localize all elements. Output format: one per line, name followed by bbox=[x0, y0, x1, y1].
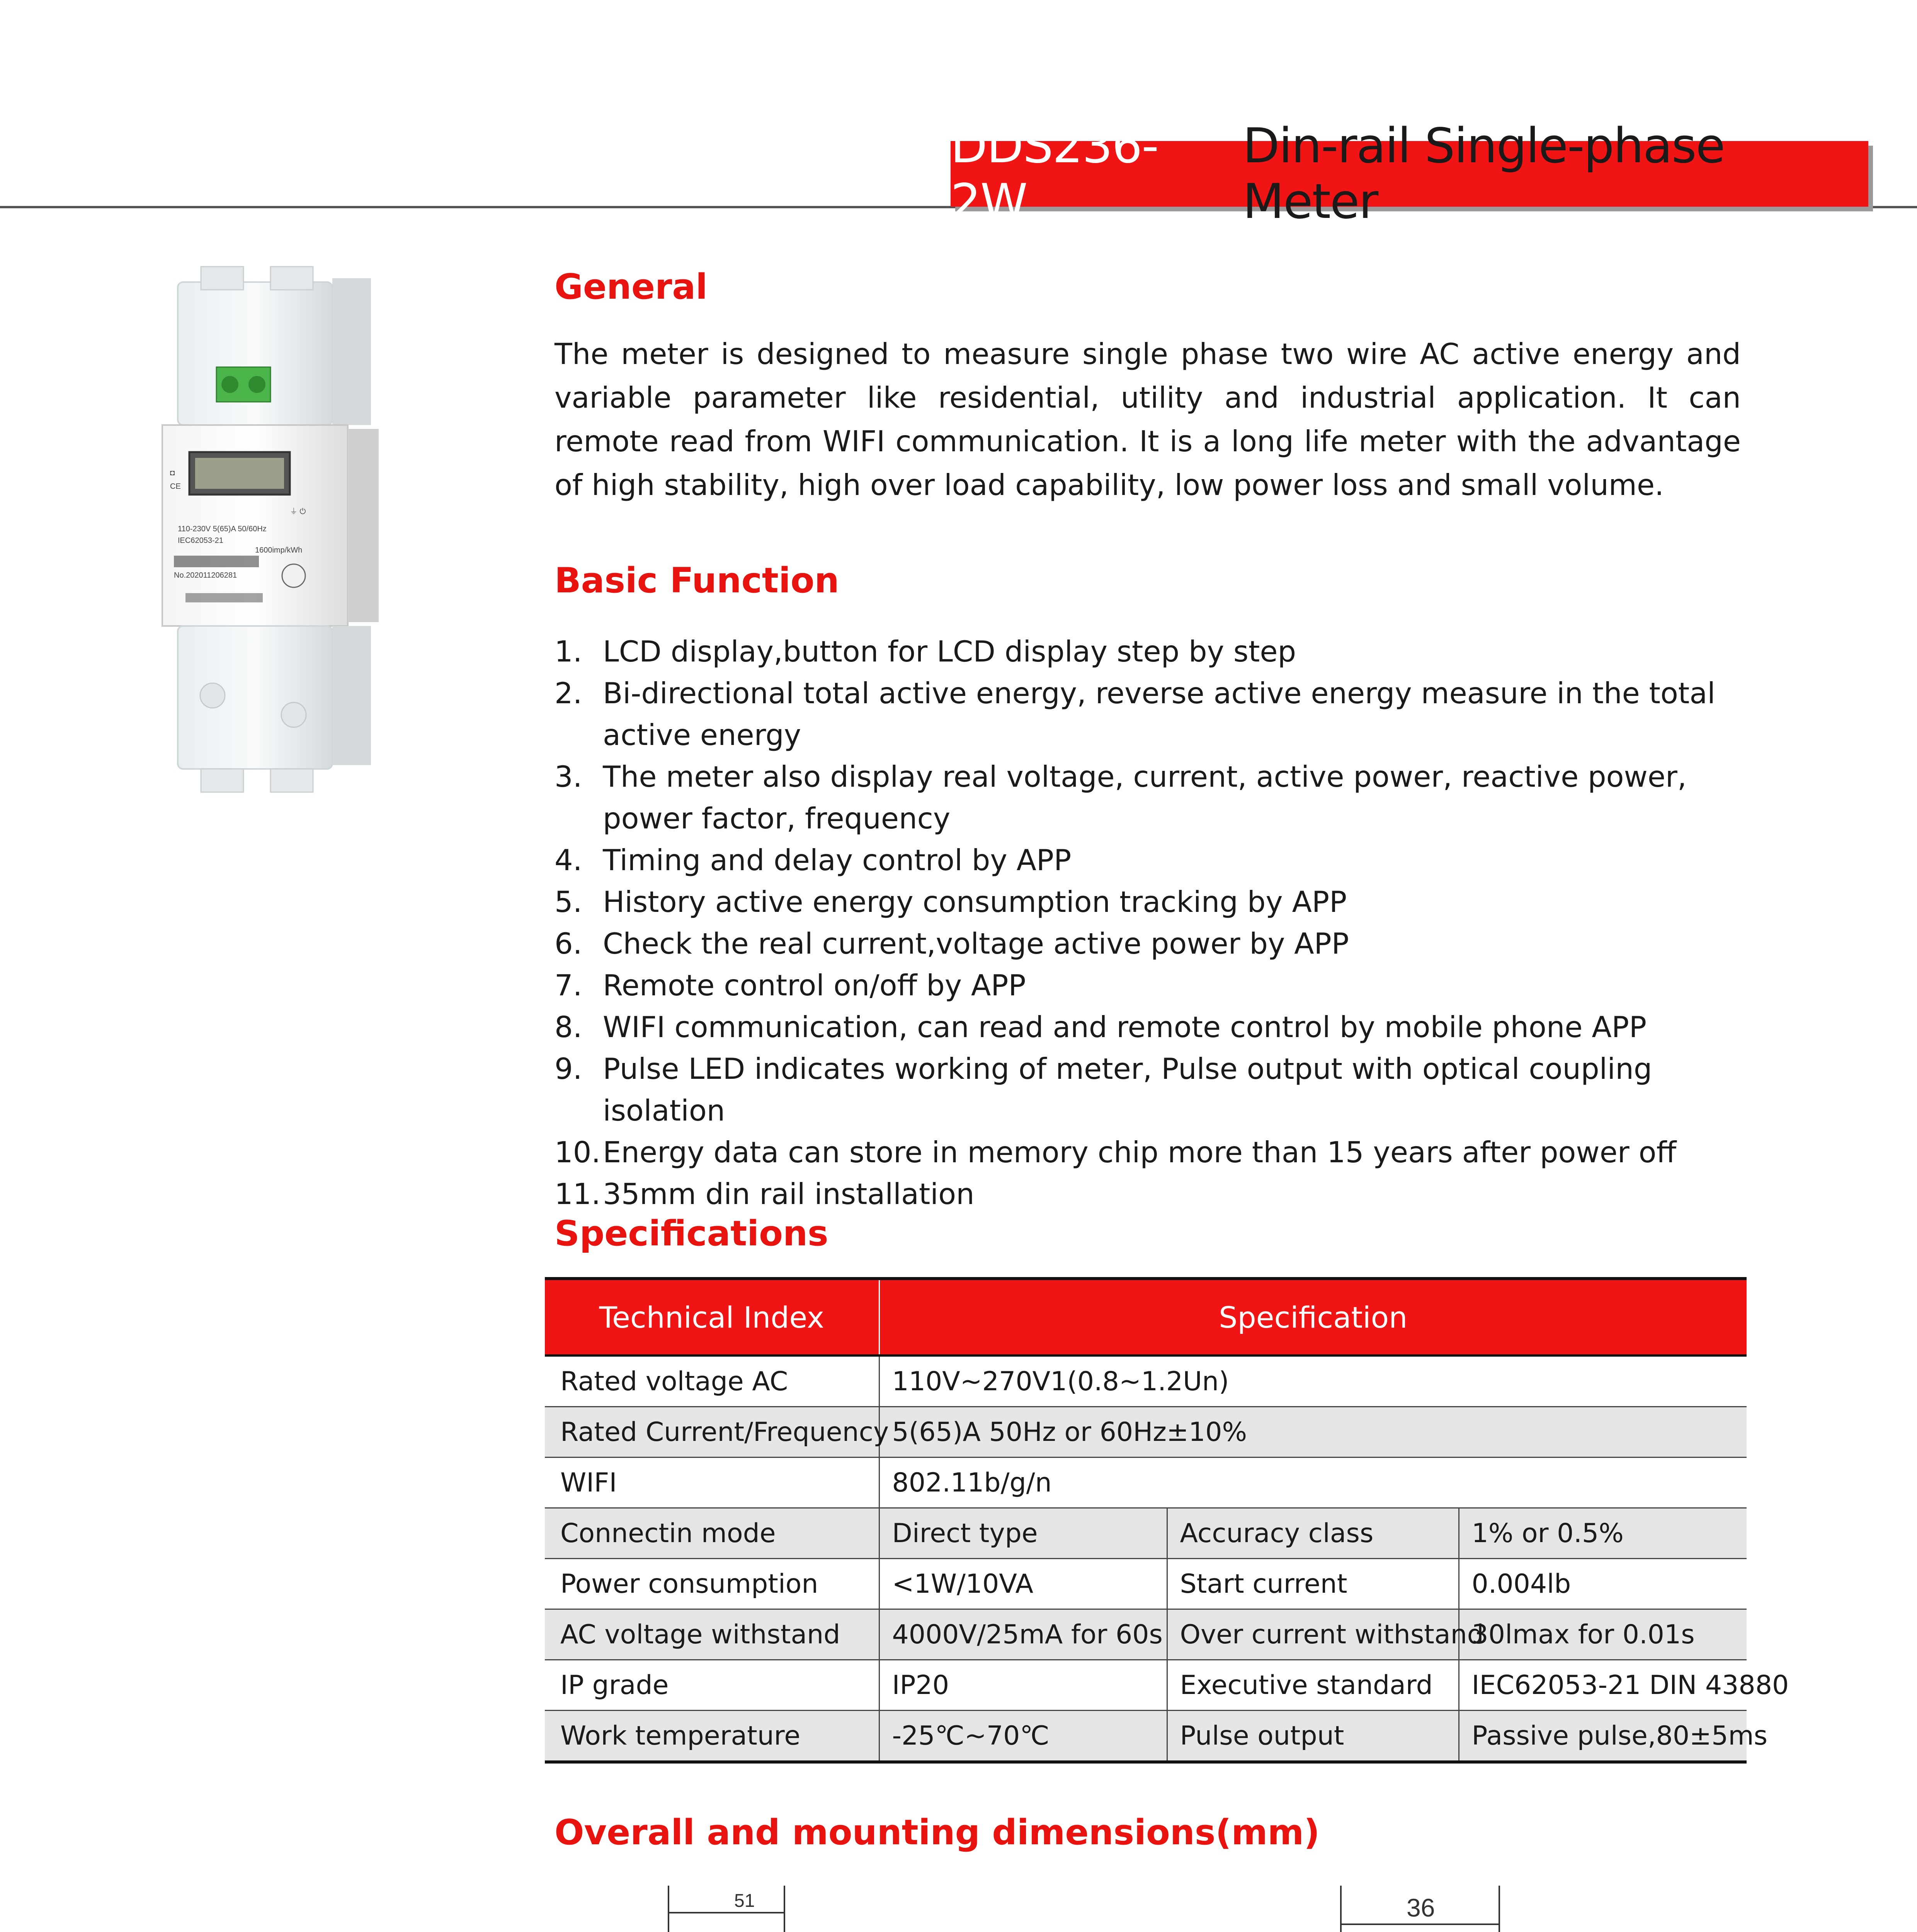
svg-text:⏚ ⏻: ⏚ ⏻ bbox=[290, 507, 306, 516]
row-label: Rated voltage AC bbox=[545, 1355, 879, 1407]
label-constant: 1600imp/kWh bbox=[255, 546, 303, 554]
row-value: 1% or 0.5% bbox=[1459, 1508, 1747, 1559]
specifications-title: Specifications bbox=[555, 1213, 828, 1254]
table-row bbox=[545, 1660, 1747, 1711]
row-value: -25℃~70℃ bbox=[879, 1711, 1167, 1762]
table-header-row bbox=[545, 1279, 1747, 1355]
row-label: IP grade bbox=[545, 1660, 879, 1711]
dimensions-title: Overall and mounting dimensions(mm) bbox=[555, 1812, 1320, 1853]
col-specification: Specification bbox=[879, 1279, 1747, 1355]
row-label: Pulse output bbox=[1167, 1711, 1459, 1762]
list-item: 10. Energy data can store in memory chip more than 15 years after power off bbox=[555, 1135, 1677, 1169]
row-value: Direct type bbox=[879, 1508, 1167, 1559]
list-item: 3. The meter also display real voltage, current, active power, reactive power, power factor, frequency bbox=[555, 760, 1687, 835]
row-value: IEC62053-21 DIN 43880 bbox=[1459, 1660, 1747, 1711]
row-label: Accuracy class bbox=[1167, 1508, 1459, 1559]
basic-function-title: Basic Function bbox=[555, 560, 839, 601]
row-value: IP20 bbox=[879, 1660, 1167, 1711]
table-row bbox=[545, 1407, 1747, 1458]
list-item: 1. LCD display,button for LCD display step by step bbox=[555, 634, 1296, 668]
label-serial: No.202011206281 bbox=[174, 571, 237, 580]
col-technical-index: Technical Index bbox=[545, 1279, 879, 1355]
table-row bbox=[545, 1711, 1747, 1762]
list-item: 8. WIFI communication, can read and remote control by mobile phone APP bbox=[555, 1010, 1647, 1044]
table-row bbox=[545, 1458, 1747, 1508]
row-label: Work temperature bbox=[545, 1711, 879, 1762]
list-item: 5. History active energy consumption tracking by APP bbox=[555, 885, 1347, 919]
table-row bbox=[545, 1355, 1747, 1407]
product-photo bbox=[155, 267, 456, 808]
list-item: 2. Bi-directional total active energy, reverse active energy measure in the total active energy bbox=[555, 676, 1716, 752]
header-banner bbox=[951, 118, 1868, 230]
dim-side-width-top: 51 bbox=[734, 1891, 755, 1911]
general-title: General bbox=[555, 267, 708, 307]
dim-front-width: 36 bbox=[1407, 1893, 1435, 1922]
row-value: 4000V/25mA for 60s bbox=[879, 1609, 1167, 1660]
specifications-table bbox=[545, 1277, 1789, 1764]
label-rating: 110-230V 5(65)A 50/60Hz bbox=[178, 525, 267, 533]
function-list bbox=[555, 631, 1745, 1215]
list-item: 7. Remote control on/off by APP bbox=[555, 968, 1026, 1002]
table-row bbox=[545, 1609, 1747, 1660]
row-label: Connectin mode bbox=[545, 1508, 879, 1559]
row-label: Start current bbox=[1167, 1559, 1459, 1609]
row-value: <1W/10VA bbox=[879, 1559, 1167, 1609]
side-view-drawing bbox=[657, 1886, 1005, 1932]
product-name: Din-rail Single-phase Meter bbox=[1243, 118, 1725, 230]
list-item: 6. Check the real current,voltage active power by APP bbox=[555, 927, 1349, 961]
general-text: The meter is designed to measure single phase two wire AC active energy and variable parameter like residential, utility and industrial application. It can remote read from WIFI communication. It is a long life meter with the advantage of high stability, high over load capability, low power loss and small volume. bbox=[555, 337, 1741, 502]
table-row bbox=[545, 1559, 1747, 1609]
svg-text:◘: ◘ bbox=[170, 469, 175, 477]
list-item: 4. Timing and delay control by APP bbox=[555, 843, 1072, 877]
row-value: 110V~270V1(0.8~1.2Un) bbox=[879, 1355, 1747, 1407]
row-value: 0.004lb bbox=[1459, 1559, 1747, 1609]
row-label: Over current withstand bbox=[1167, 1609, 1459, 1660]
model-number: DDS236-2W bbox=[951, 118, 1158, 230]
row-label: Executive standard bbox=[1167, 1660, 1459, 1711]
row-label: AC voltage withstand bbox=[545, 1609, 879, 1660]
row-label: Rated Current/Frequency bbox=[545, 1407, 879, 1458]
row-value: 802.11b/g/n bbox=[879, 1458, 1747, 1508]
list-item: 11. 35mm din rail installation bbox=[555, 1177, 975, 1211]
row-value: 5(65)A 50Hz or 60Hz±10% bbox=[879, 1407, 1747, 1458]
svg-text:CE: CE bbox=[170, 482, 181, 491]
front-view-drawing bbox=[1329, 1886, 1646, 1932]
table-row bbox=[545, 1508, 1747, 1559]
row-value: 30lmax for 0.01s bbox=[1459, 1609, 1747, 1660]
row-label: Power consumption bbox=[545, 1559, 879, 1609]
row-value: Passive pulse,80±5ms bbox=[1459, 1711, 1747, 1762]
row-label: WIFI bbox=[545, 1458, 879, 1508]
label-standard: IEC62053-21 bbox=[178, 536, 223, 545]
list-item: 9. Pulse LED indicates working of meter, Pulse output with optical coupling isolation bbox=[555, 1052, 1652, 1128]
